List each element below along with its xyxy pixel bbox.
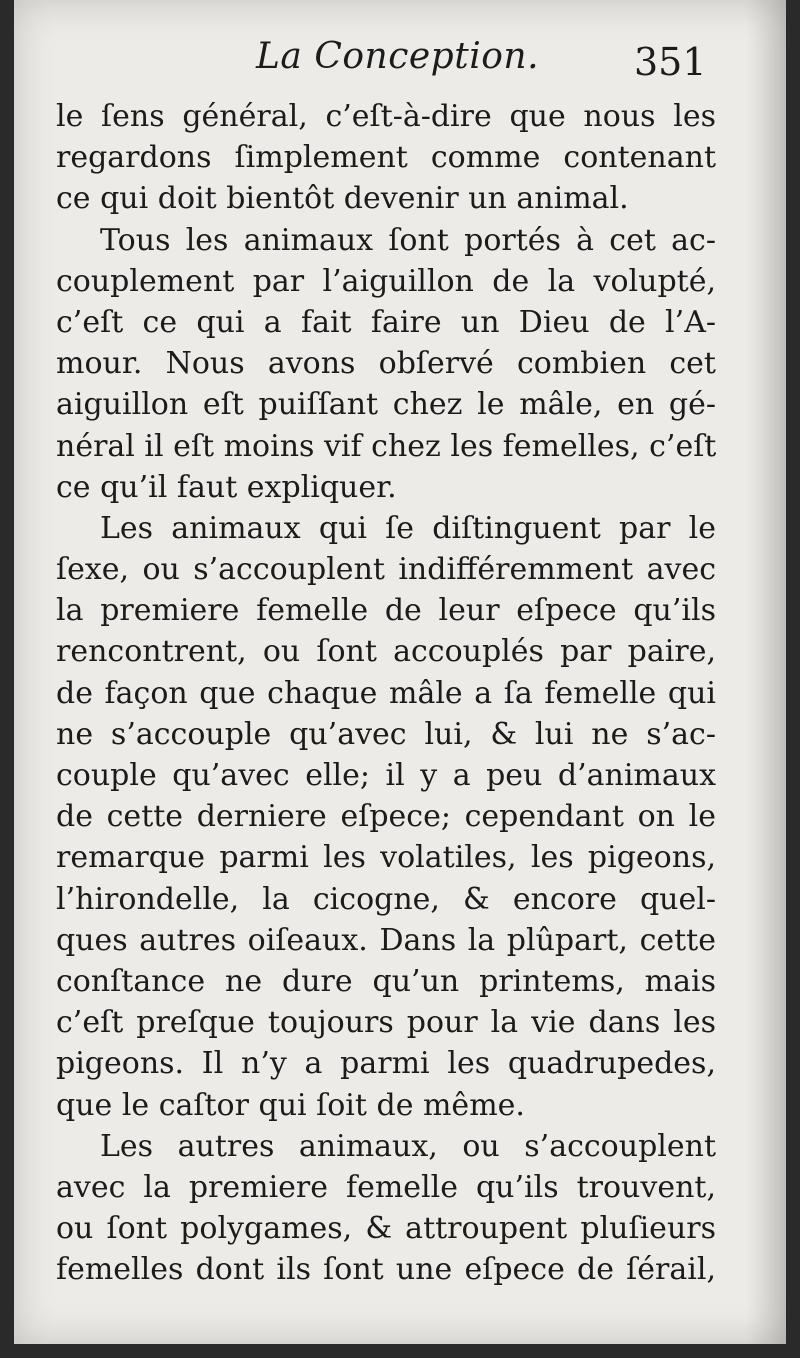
text-line: que le caſtor qui ſoit de même. [56,1087,525,1123]
paragraph [56,220,716,508]
text-line: ou ſont polygames, & attroupent pluſieurs [56,1211,716,1247]
paragraph [56,508,716,1126]
text-line: Tous les animaux ſont portés à cet ac- [100,222,716,258]
text-line: ſexe, ou s’accouplent indifféremment avec [56,552,716,588]
text-line: pigeons. Il n’y a parmi les quadrupedes, [56,1046,716,1082]
text-line: néral il eſt moins vif chez les femelles, c’eſt [56,428,717,464]
text-line: de façon que chaque mâle a ſa femelle qui [56,675,716,711]
text-line: c’eſt preſque toujours pour la vie dans les [56,1005,716,1041]
text-line: ce qu’il faut expliquer. [56,469,397,505]
book-page [14,0,786,1344]
text-line: couplement par l’aiguillon de la volupté, [56,263,716,299]
text-line: ne s’accouple qu’avec lui, & lui ne s’ac- [56,716,716,752]
text-line: ques autres oiſeaux. Dans la plûpart, cette [56,922,716,958]
text-line: regardons ſimplement comme contenant [56,140,716,176]
text-line: mour. Nous avons obſervé combien cet [56,346,716,382]
text-line: le ſens général, c’eſt-à-dire que nous les [56,99,716,134]
text-line: la premiere femelle de leur eſpece qu’ils [56,593,716,629]
text-line: c’eſt ce qui a fait faire un Dieu de l’A- [56,304,716,340]
text-line: de cette derniere eſpece; cependant on le [56,799,716,835]
text-line: aiguillon eſt puiſſant chez le mâle, en gé- [56,387,716,423]
text-line: femelles dont ils ſont une eſpece de ſérail, [56,1252,716,1288]
text-line: remarque parmi les volatiles, les pigeons, [56,840,716,876]
body-text [56,96,716,1290]
text-line: couple qu’avec elle; il y a peu d’animaux [56,758,716,793]
text-line: l’hirondelle, la cicogne, & encore quel- [56,881,716,917]
page-number: 351 [634,40,707,84]
paragraph [56,1126,716,1291]
text-line: Les autres animaux, ou s’accouplent [100,1128,716,1164]
running-title: La Conception. [256,36,540,77]
text-line: conſtance ne dure qu’un printems, mais [56,963,716,999]
text-line: rencontrent, ou ſont accouplés par paire, [56,634,716,670]
page-header [14,36,786,96]
text-line: avec la premiere femelle qu’ils trouvent, [56,1169,716,1205]
paragraph [56,96,716,220]
text-line: ce qui doit bientôt devenir un animal. [56,181,629,217]
text-line: Les animaux qui ſe diſtinguent par le [100,510,716,546]
